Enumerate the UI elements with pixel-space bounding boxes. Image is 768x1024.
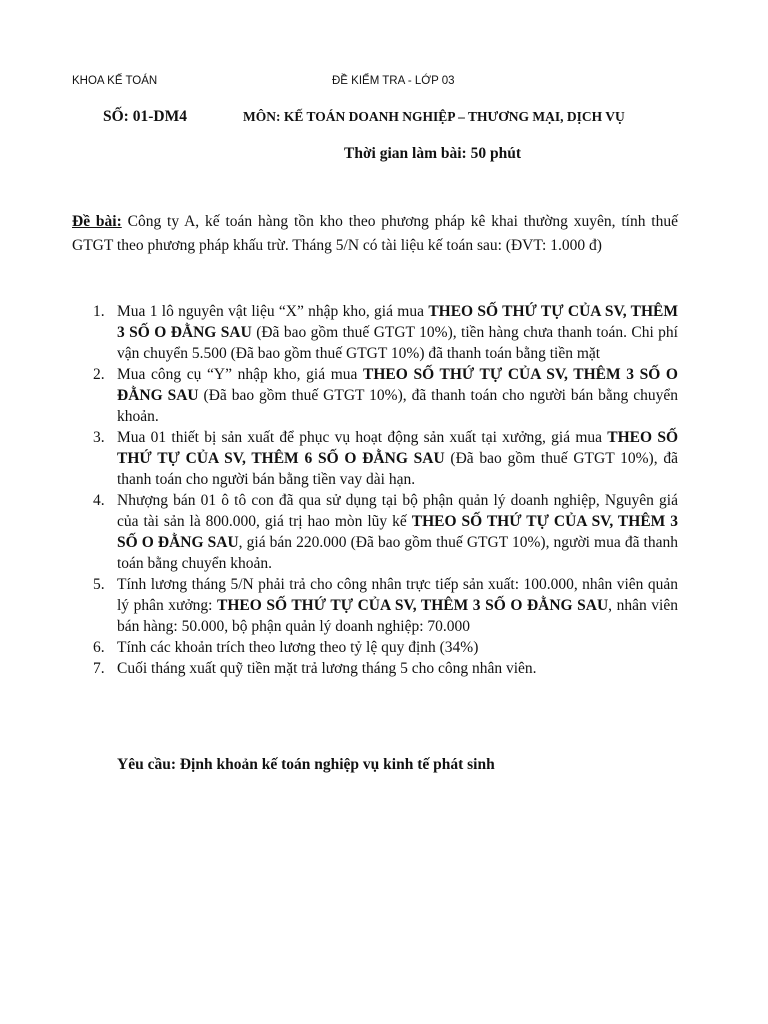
task-emphasis: THEO SỐ THỨ TỰ CỦA SV, THÊM 3 SỐ O ĐẰNG SAU [117, 513, 679, 551]
task-text-end: (Đã bao gồm thuế GTGT 10%), đã thanh toán cho người bán bằng tiền vay dài hạn. [117, 450, 678, 488]
task-emphasis: THEO SỐ THỨ TỰ CỦA SV, THÊM 6 SỐ O ĐẰNG SAU [117, 429, 678, 467]
task-number: 1. [93, 303, 105, 320]
task-text: Mua 1 lô nguyên vật liệu “X” nhập kho, giá mua [117, 303, 429, 320]
task-emphasis: THEO SỐ THỨ TỰ CỦA SV, THÊM 3 SỐ O ĐẰNG SAU [117, 366, 678, 404]
task-text: Mua công cụ “Y” nhập kho, giá mua [117, 366, 364, 383]
task-item [72, 658, 678, 679]
time-limit: Thời gian làm bài: 50 phút [344, 145, 521, 162]
task-text: Cuối tháng xuất quỹ tiền mặt trả lương tháng 5 cho công nhân viên. [117, 660, 537, 677]
task-text: Mua 01 thiết bị sản xuất để phục vụ hoạt động sản xuất tại xưởng, giá mua [117, 429, 608, 446]
task-text: Tính các khoản trích theo lương theo tỷ lệ quy định (34%) [117, 639, 479, 656]
task-emphasis: THEO SỐ THỨ TỰ CỦA SV, THÊM 3 SỐ O ĐẰNG SAU [117, 303, 679, 341]
exam-code: SỐ: 01-DM4 [103, 108, 187, 125]
problem-label: Đề bài: [72, 213, 122, 230]
task-text-end: (Đã bao gồm thuế GTGT 10%), tiền hàng chưa thanh toán. Chi phí vận chuyển 5.500 (Đã bao gồm thuế GTGT 10%) đã thanh toán bằng tiền mặt [117, 324, 678, 362]
subject-title: MÔN: KẾ TOÁN DOANH NGHIỆP – THƯƠNG MẠI, DỊCH VỤ [243, 109, 625, 124]
problem-intro [72, 210, 678, 258]
task-emphasis: THEO SỐ THỨ TỰ CỦA SV, THÊM 3 SỐ O ĐẰNG SAU [217, 597, 609, 614]
task-item [72, 301, 678, 364]
task-number: 6. [93, 639, 105, 656]
task-number: 3. [93, 429, 105, 446]
task-list [72, 301, 678, 679]
task-number: 4. [93, 492, 105, 509]
task-number: 5. [93, 576, 105, 593]
task-item [72, 637, 678, 658]
exam-title: ĐỀ KIỂM TRA - LỚP 03 [332, 75, 455, 87]
department-label: KHOA KẾ TOÁN [72, 75, 158, 87]
task-number: 7. [93, 660, 105, 677]
task-item [72, 427, 678, 490]
task-text-end: (Đã bao gồm thuế GTGT 10%), đã thanh toán cho người bán bằng chuyển khoản. [117, 387, 678, 425]
task-text-end: , nhân viên bán hàng: 50.000, bộ phận quản lý doanh nghiệp: 70.000 [117, 597, 678, 635]
requirement: Yêu cầu: Định khoản kế toán nghiệp vụ kinh tế phát sinh [117, 756, 495, 773]
task-number: 2. [93, 366, 105, 383]
task-item [72, 490, 678, 574]
task-item [72, 364, 678, 427]
task-text: Nhượng bán 01 ô tô con đã qua sử dụng tại bộ phận quản lý doanh nghiệp, Nguyên giá của tài sản là 800.000, giá trị hao mòn lũy kế [117, 492, 678, 530]
task-text-end: , giá bán 220.000 (Đã bao gồm thuế GTGT 10%), người mua đã thanh toán bằng chuyển khoản. [117, 534, 678, 572]
problem-text: Công ty A, kế toán hàng tồn kho theo phương pháp kê khai thường xuyên, tính thuế GTGT theo phương pháp khấu trừ. Tháng 5/N có tài liệu kế toán sau: (ĐVT: 1.000 đ) [72, 213, 678, 254]
task-item [72, 574, 678, 637]
task-text: Tính lương tháng 5/N phải trả cho công nhân trực tiếp sản xuất: 100.000, nhân viên quản lý phân xưởng: [117, 576, 678, 614]
